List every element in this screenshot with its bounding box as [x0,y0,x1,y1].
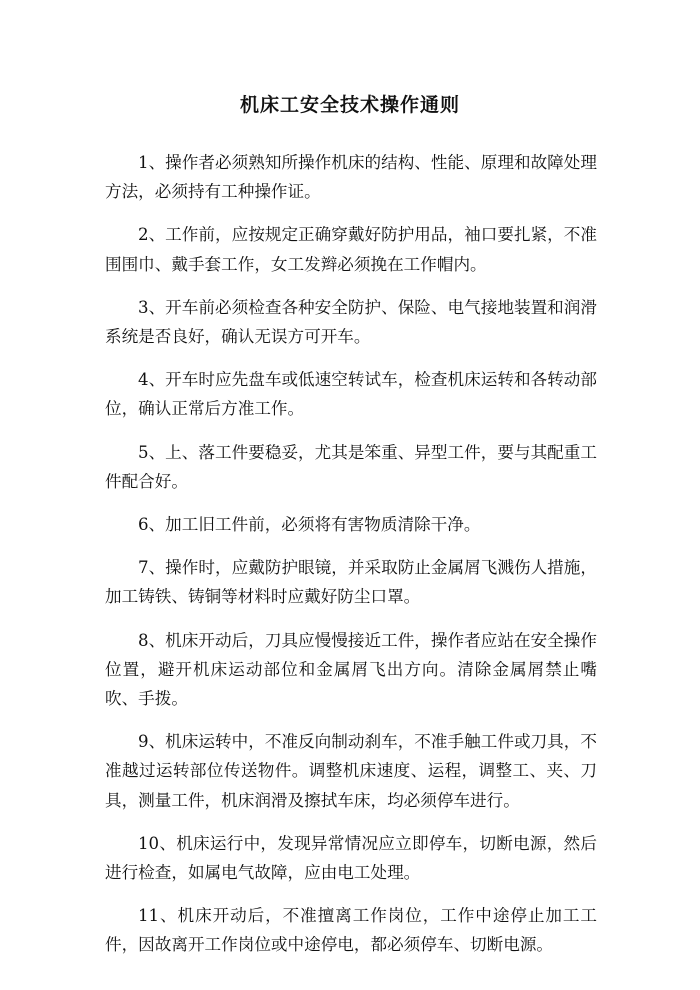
rule-paragraph-5: 5、上、落工件要稳妥，尤其是笨重、异型工件，要与其配重工件配合好。 [105,442,597,491]
rule-paragraph-8: 8、机床开动后，刀具应慢慢接近工件，操作者应站在安全操作位置，避开机床运动部位和金属屑飞出方向。清除金属屑禁止嘴吹、手拨。 [105,630,597,709]
rule-paragraph-10: 10、机床运行中，发现异常情况应立即停车，切断电源，然后进行检查，如属电气故障，应由电工处理。 [105,833,597,883]
rule-paragraph-7: 7、操作时，应戴防护眼镜，并采取防止金属屑飞溅伤人措施，加工铸铁、铸铜等材料时应戴好防尘口罩。 [105,558,597,607]
rule-paragraph-1: 1、操作者必须熟知所操作机床的结构、性能、原理和故障处理方法，必须持有工种操作证。 [105,153,597,202]
rule-paragraph-9: 9、机床运转中，不准反向制动刹车，不准手触工件或刀具，不准越过运转部位传送物件。调整机床速度、运程，调整工、夹、刀具，测量工件，机床润滑及擦拭车床，均必须停车进行。 [105,732,597,810]
document-title: 机床工安全技术操作通则 [239,94,460,116]
rule-paragraph-2: 2、工作前，应按规定正确穿戴好防护用品，袖口要扎紧，不准围围巾、戴手套工作，女工发辫必须挽在工作帽内。 [105,225,597,274]
rule-paragraph-11: 11、机床开动后，不准擅离工作岗位，工作中途停止加工工件，因故离开工作岗位或中途停电，都必须停车、切断电源。 [105,906,597,955]
rule-paragraph-3: 3、开车前必须检查各种安全防护、保险、电气接地装置和润滑系统是否良好，确认无误方可开车。 [105,297,597,347]
document-body [105,148,597,974]
rule-paragraph-6: 6、加工旧工件前，必须将有害物质清除干净。 [138,515,481,535]
rule-paragraph-4: 4、开车时应先盘车或低速空转试车，检查机床运转和各转动部位，确认正常后方准工作。 [105,370,597,419]
